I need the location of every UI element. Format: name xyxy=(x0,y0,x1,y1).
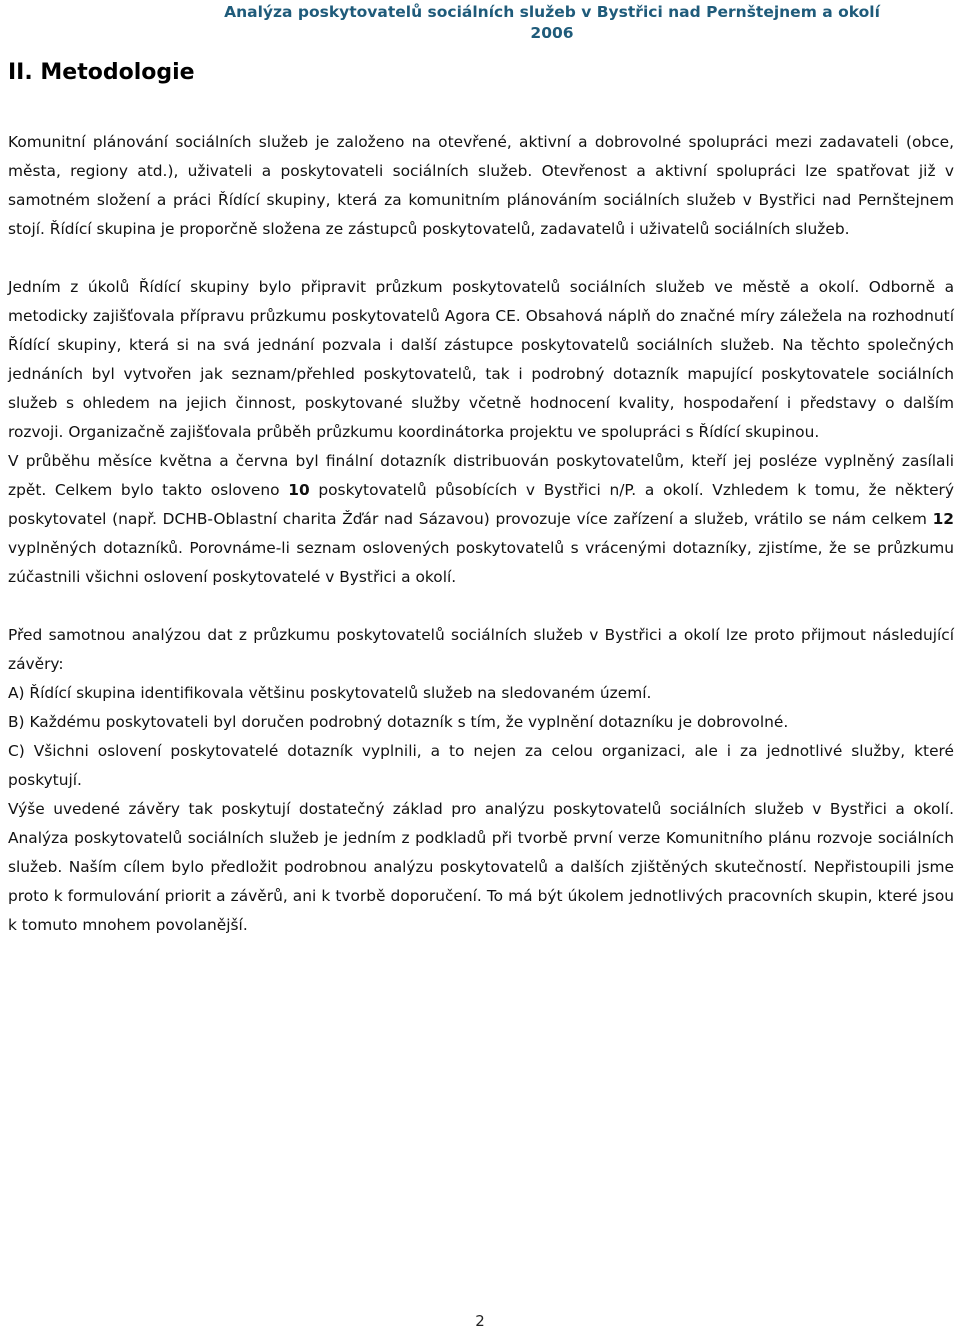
paragraph-distribution-part2: poskytovatelů působících v Bystřici n/P. a okolí. Vzhledem k tomu, že některý poskytovatel (např. DCHB-Oblastní charita Žďár nad Sázavou) provozuje více zařízení a služeb, vrátilo se nám celkem xyxy=(8,481,954,528)
count-returned: 12 xyxy=(932,510,954,528)
page-number: 2 xyxy=(475,1312,485,1330)
paragraph-conclusions-intro: Před samotnou analýzou dat z průzkumu poskytovatelů sociálních služeb v Bystřici a okolí lze proto přijmout následující závěry: xyxy=(8,626,954,673)
section-title: II. Metodologie xyxy=(8,60,195,85)
paragraph-distribution xyxy=(8,447,954,592)
conclusion-b: B) Každému poskytovateli byl doručen podrobný dotazník s tím, že vyplnění dotazníku je dobrovolné. xyxy=(8,713,789,731)
paragraph-intro: Komunitní plánování sociálních služeb je založeno na otevřené, aktivní a dobrovolné spolupráci mezi zadavateli (obce, města, regiony atd.), uživateli a poskytovateli sociálních služeb. Otevřenost a aktivní spolupráci lze spatřovat již v samotném složení a práci Řídící skupiny, která za komunitním plánováním sociálních služeb v Bystřici nad Pernštejnem stojí. Řídící skupina je proporčně složena ze zástupců poskytovatelů, zadavatelů i uživatelů sociálních služeb. xyxy=(8,133,954,238)
document-body xyxy=(8,128,954,940)
running-header xyxy=(150,2,954,44)
header-year: 2006 xyxy=(530,24,574,42)
paragraph-summary: Výše uvedené závěry tak poskytují dostatečný základ pro analýzu poskytovatelů sociálních služeb v Bystřici a okolí. Analýza poskytovatelů sociálních služeb je jedním z podkladů při tvorbě první verze Komunitního plánu rozvoje sociálních služeb. Naším cílem bylo předložit podrobnou analýzu poskytovatelů a dalších zjištěných skutečností. Nepřistoupili jsme proto k formulování priorit a závěrů, ani k tvorbě doporučení. To má být úkolem jednotlivých pracovních skupin, které jsou k tomuto mnohem povolanější. xyxy=(8,800,954,934)
conclusion-c: C) Všichni oslovení poskytovatelé dotazník vyplnili, a to nejen za celou organizaci, ale i za jednotlivé služby, které poskytují. xyxy=(8,742,954,789)
conclusion-a: A) Řídící skupina identifikovala většinu poskytovatelů služeb na sledovaném území. xyxy=(8,684,652,702)
header-title: Analýza poskytovatelů sociálních služeb v Bystřici nad Pernštejnem a okolí xyxy=(224,3,880,21)
paragraph-distribution-part1: V průběhu měsíce května a června byl finální dotazník distribuován poskytovatelům, kteří jej posléze vyplněný zasílali zpět. Celkem bylo takto osloveno xyxy=(8,452,954,499)
paragraph-distribution-part3: vyplněných dotazníků. Porovnáme-li seznam oslovených poskytovatelů s vrácenými dotazníky, zjistíme, že se průzkumu zúčastnili všichni oslovení poskytovatelé v Bystřici a okolí. xyxy=(8,539,954,586)
count-contacted: 10 xyxy=(288,481,310,499)
paragraph-survey: Jedním z úkolů Řídící skupiny bylo připravit průzkum poskytovatelů sociálních služeb ve městě a okolí. Odborně a metodicky zajišťovala přípravu průzkumu poskytovatelů Agora CE. Obsahová náplň do značné míry záležela na rozhodnutí Řídící skupiny, která si na svá jednání pozvala i další zástupce poskytovatelů sociálních služeb. Na těchto společných jednáních byl vytvořen jak seznam/přehled poskytovatelů, tak i podrobný dotazník mapující poskytovatele sociálních služeb s ohledem na jejich činnost, poskytované služby včetně hodnocení kvality, hospodaření i představy o dalším rozvoji. Organizačně zajišťovala průběh průzkumu koordinátorka projektu ve spolupráci s Řídící skupinou. xyxy=(8,278,954,441)
